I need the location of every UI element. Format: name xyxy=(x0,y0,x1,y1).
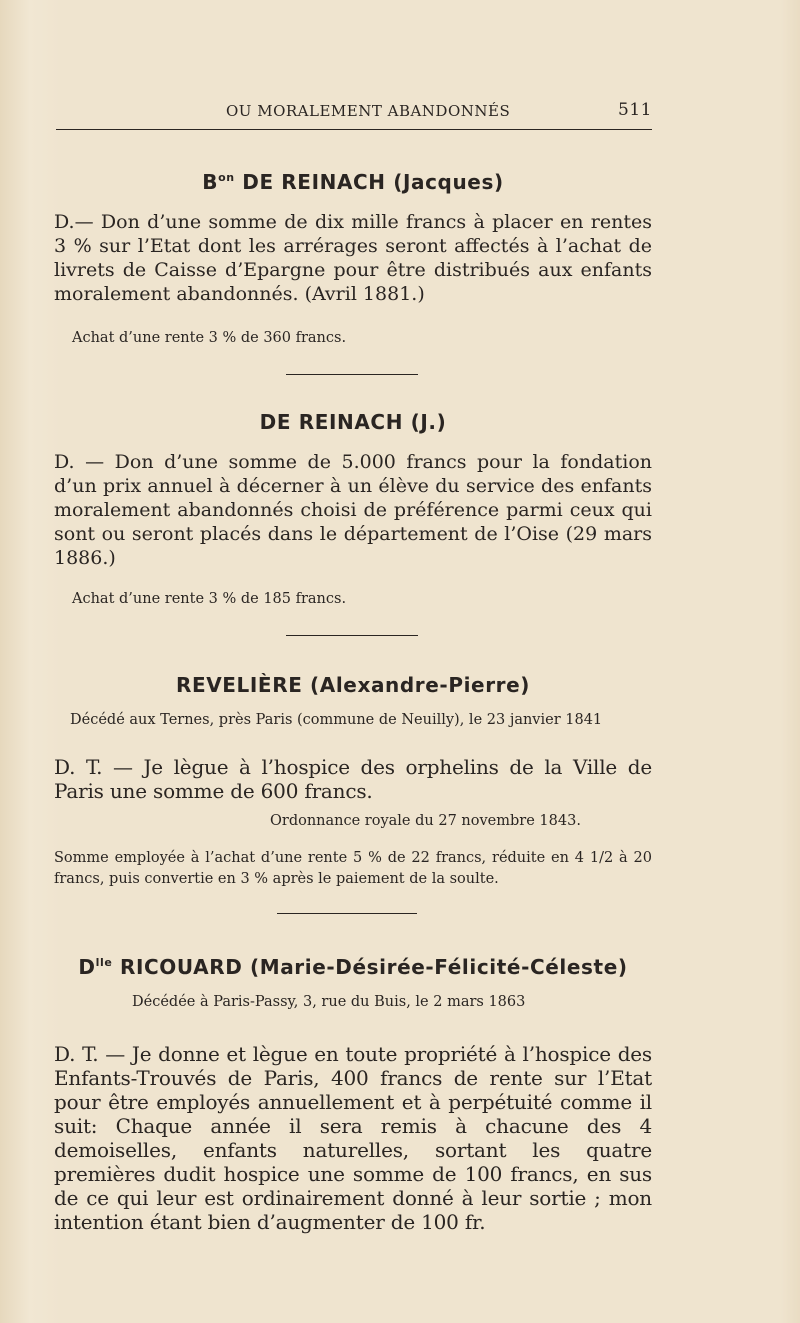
entry-4-heading xyxy=(54,955,652,979)
entry-4-text: D. T. — Je donne et lègue en toute propriété à l’hospice des Enfants-Trouvés de Paris, 400 francs de rente sur l’Etat pour être employés annuellement et à perpétuité comme il suit: Chaque année il sera remis à chacune des 4 demoiselles, enfants naturelles, sortant les quatre premières dudit hospice une somme de 100 francs, en sus de ce qui leur est ordinairement donné à leur sortie ; mon intention étant bien d’augmenter de 100 fr. xyxy=(54,1042,652,1234)
page-number: 511 xyxy=(618,100,652,120)
entry-4-title-prefix: D xyxy=(78,955,96,979)
entry-4-subtitle: Décédée à Paris-Passy, 3, rue du Buis, le 2 mars 1863 xyxy=(132,994,526,1010)
entry-1-note: Achat d’une rente 3 % de 360 francs. xyxy=(72,330,347,346)
entry-2-heading xyxy=(54,410,652,434)
entry-3-heading xyxy=(54,673,652,697)
entry-1-title: DE REINACH (Jacques) xyxy=(234,170,504,194)
entry-3-subtitle: Décédé aux Ternes, près Paris (commune de Neuilly), le 23 janvier 1841 xyxy=(70,712,603,728)
running-title: OU MORALEMENT ABANDONNÉS xyxy=(226,102,511,120)
separator-1 xyxy=(286,374,418,375)
entry-4-title: RICOUARD (Marie-Désirée-Félicité-Céleste) xyxy=(112,955,628,979)
entry-1-heading xyxy=(54,170,652,194)
entry-1-title-sup: on xyxy=(218,171,235,184)
header-rule xyxy=(56,129,652,130)
entry-3-text: D. T. — Je lègue à l’hospice des orphelins de la Ville de Paris une somme de 600 francs. xyxy=(54,755,652,803)
entry-2-text: D. — Don d’une somme de 5.000 francs pour la fondation d’un prix annuel à décerner à un élève du service des enfants moralement abandonnés choisi de préférence parmi ceux qui sont ou seront placés dans le département de l’Oise (29 mars 1886.) xyxy=(54,451,652,569)
entry-1-title-prefix: B xyxy=(202,170,219,194)
separator-2 xyxy=(286,635,418,636)
entry-3-title: REVELIÈRE (Alexandre-Pierre) xyxy=(175,673,531,697)
entry-2-title: DE REINACH (J.) xyxy=(259,410,447,434)
entry-4-title-sup: lle xyxy=(95,956,113,969)
entry-3-ordonnance: Ordonnance royale du 27 novembre 1843. xyxy=(270,813,581,829)
entry-3-note: Somme employée à l’achat d’une rente 5 % de 22 francs, réduite en 4 1/2 à 20 francs, puis convertie en 3 % après le paiement de la soulte. xyxy=(54,850,652,887)
entry-2-note: Achat d’une rente 3 % de 185 francs. xyxy=(72,591,347,607)
entry-1-text: D.— Don d’une somme de dix mille francs à placer en rentes 3 % sur l’Etat dont les arrérages seront affectés à l’achat de livrets de Caisse d’Epargne pour être distribués aux enfants moralement abandonnés. (Avril 1881.) xyxy=(54,211,652,305)
separator-3 xyxy=(277,913,417,914)
running-head xyxy=(54,100,652,124)
